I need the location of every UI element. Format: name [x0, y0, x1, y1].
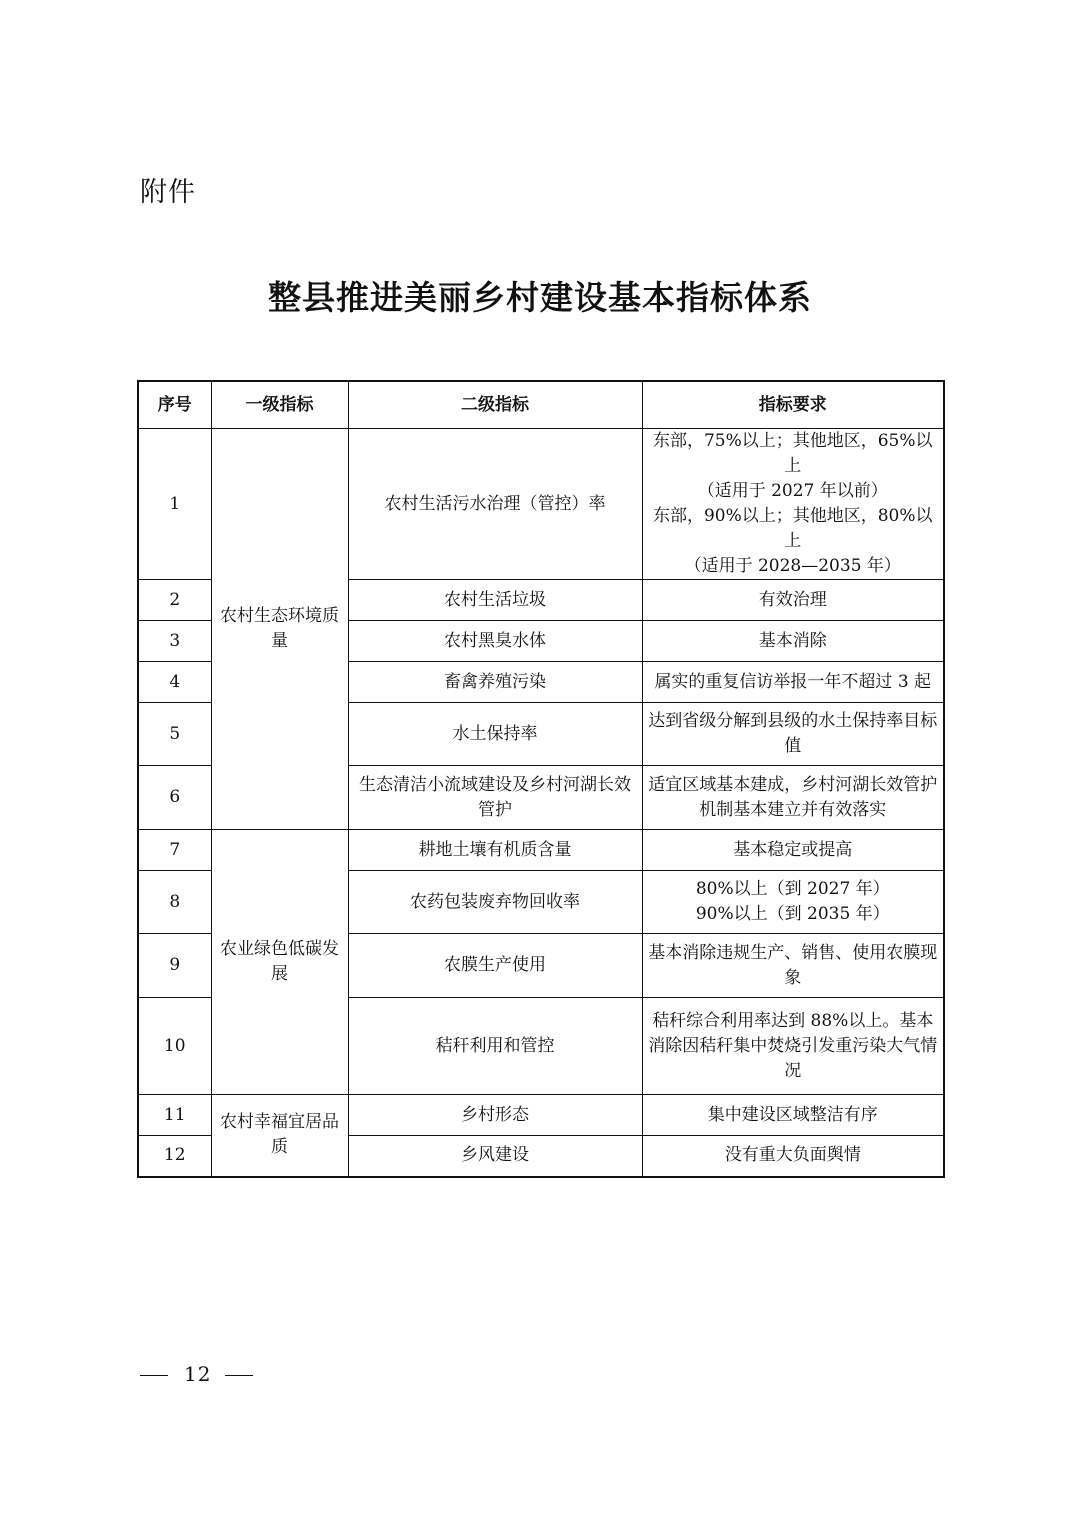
secondary-indicator-cell: 乡风建设	[348, 1136, 642, 1177]
secondary-indicator-cell: 生态清洁小流域建设及乡村河湖长效管护	[348, 766, 642, 830]
row-seq: 7	[138, 830, 211, 871]
requirement-cell: 适宜区域基本建成，乡村河湖长效管护机制基本建立并有效落实	[642, 766, 944, 830]
column-header-seq: 序号	[138, 381, 211, 429]
secondary-indicator-cell: 畜禽养殖污染	[348, 662, 642, 703]
footer-dash-left	[140, 1375, 168, 1376]
row-seq: 11	[138, 1095, 211, 1136]
indicator-table	[137, 380, 945, 1178]
requirement-line: 东部，75%以上；其他地区，65%以上	[652, 431, 933, 476]
secondary-indicator-cell: 农村黑臭水体	[348, 621, 642, 662]
secondary-indicator-cell: 秸秆利用和管控	[348, 998, 642, 1095]
attachment-label: 附件	[140, 177, 196, 208]
page-footer	[140, 1362, 253, 1386]
row-seq: 3	[138, 621, 211, 662]
requirement-cell: 基本消除	[642, 621, 944, 662]
requirement-cell: 基本稳定或提高	[642, 830, 944, 871]
requirement-cell: 秸秆综合利用率达到 88%以上。基本消除因秸秆集中焚烧引发重污染大气情况	[642, 998, 944, 1095]
requirement-cell: 达到省级分解到县级的水土保持率目标值	[642, 703, 944, 766]
table-row	[138, 830, 944, 871]
secondary-indicator-cell: 农膜生产使用	[348, 934, 642, 998]
requirement-line: （适用于 2028—2035 年）	[684, 556, 901, 576]
secondary-indicator-cell: 水土保持率	[348, 703, 642, 766]
row-seq: 8	[138, 871, 211, 934]
secondary-indicator-cell: 农村生活垃圾	[348, 580, 642, 621]
column-header-requirement: 指标要求	[642, 381, 944, 429]
primary-indicator-cell: 农村生态环境质量	[211, 429, 348, 830]
table-header-row	[138, 381, 944, 429]
row-seq: 1	[138, 429, 211, 580]
column-header-primary: 一级指标	[211, 381, 348, 429]
row-seq: 5	[138, 703, 211, 766]
footer-dash-right	[225, 1375, 253, 1376]
row-seq: 2	[138, 580, 211, 621]
row-seq: 4	[138, 662, 211, 703]
requirement-line: 80%以上（到 2027 年）	[695, 879, 890, 899]
primary-indicator-cell: 农村幸福宜居品质	[211, 1095, 348, 1177]
requirement-line: 东部，90%以上；其他地区，80%以上	[652, 506, 933, 551]
document-title: 整县推进美丽乡村建设基本指标体系	[268, 278, 812, 317]
row-seq: 10	[138, 998, 211, 1095]
column-header-secondary: 二级指标	[348, 381, 642, 429]
requirement-line: 90%以上（到 2035 年）	[695, 904, 890, 924]
row-seq: 6	[138, 766, 211, 830]
secondary-indicator-cell: 耕地土壤有机质含量	[348, 830, 642, 871]
requirement-line: （适用于 2027 年以前）	[697, 481, 888, 501]
primary-indicator-cell: 农业绿色低碳发展	[211, 830, 348, 1095]
page-number: 12	[184, 1362, 212, 1386]
row-seq: 12	[138, 1136, 211, 1177]
requirement-cell: 没有重大负面舆情	[642, 1136, 944, 1177]
secondary-indicator-cell: 乡村形态	[348, 1095, 642, 1136]
table-row	[138, 1095, 944, 1136]
requirement-cell: 属实的重复信访举报一年不超过 3 起	[642, 662, 944, 703]
requirement-cell: 集中建设区域整洁有序	[642, 1095, 944, 1136]
requirement-cell	[642, 871, 944, 934]
secondary-indicator-cell: 农村生活污水治理（管控）率	[348, 429, 642, 580]
table-row	[138, 429, 944, 580]
requirement-cell	[642, 429, 944, 580]
row-seq: 9	[138, 934, 211, 998]
requirement-cell: 基本消除违规生产、销售、使用农膜现象	[642, 934, 944, 998]
secondary-indicator-cell: 农药包装废弃物回收率	[348, 871, 642, 934]
requirement-cell: 有效治理	[642, 580, 944, 621]
